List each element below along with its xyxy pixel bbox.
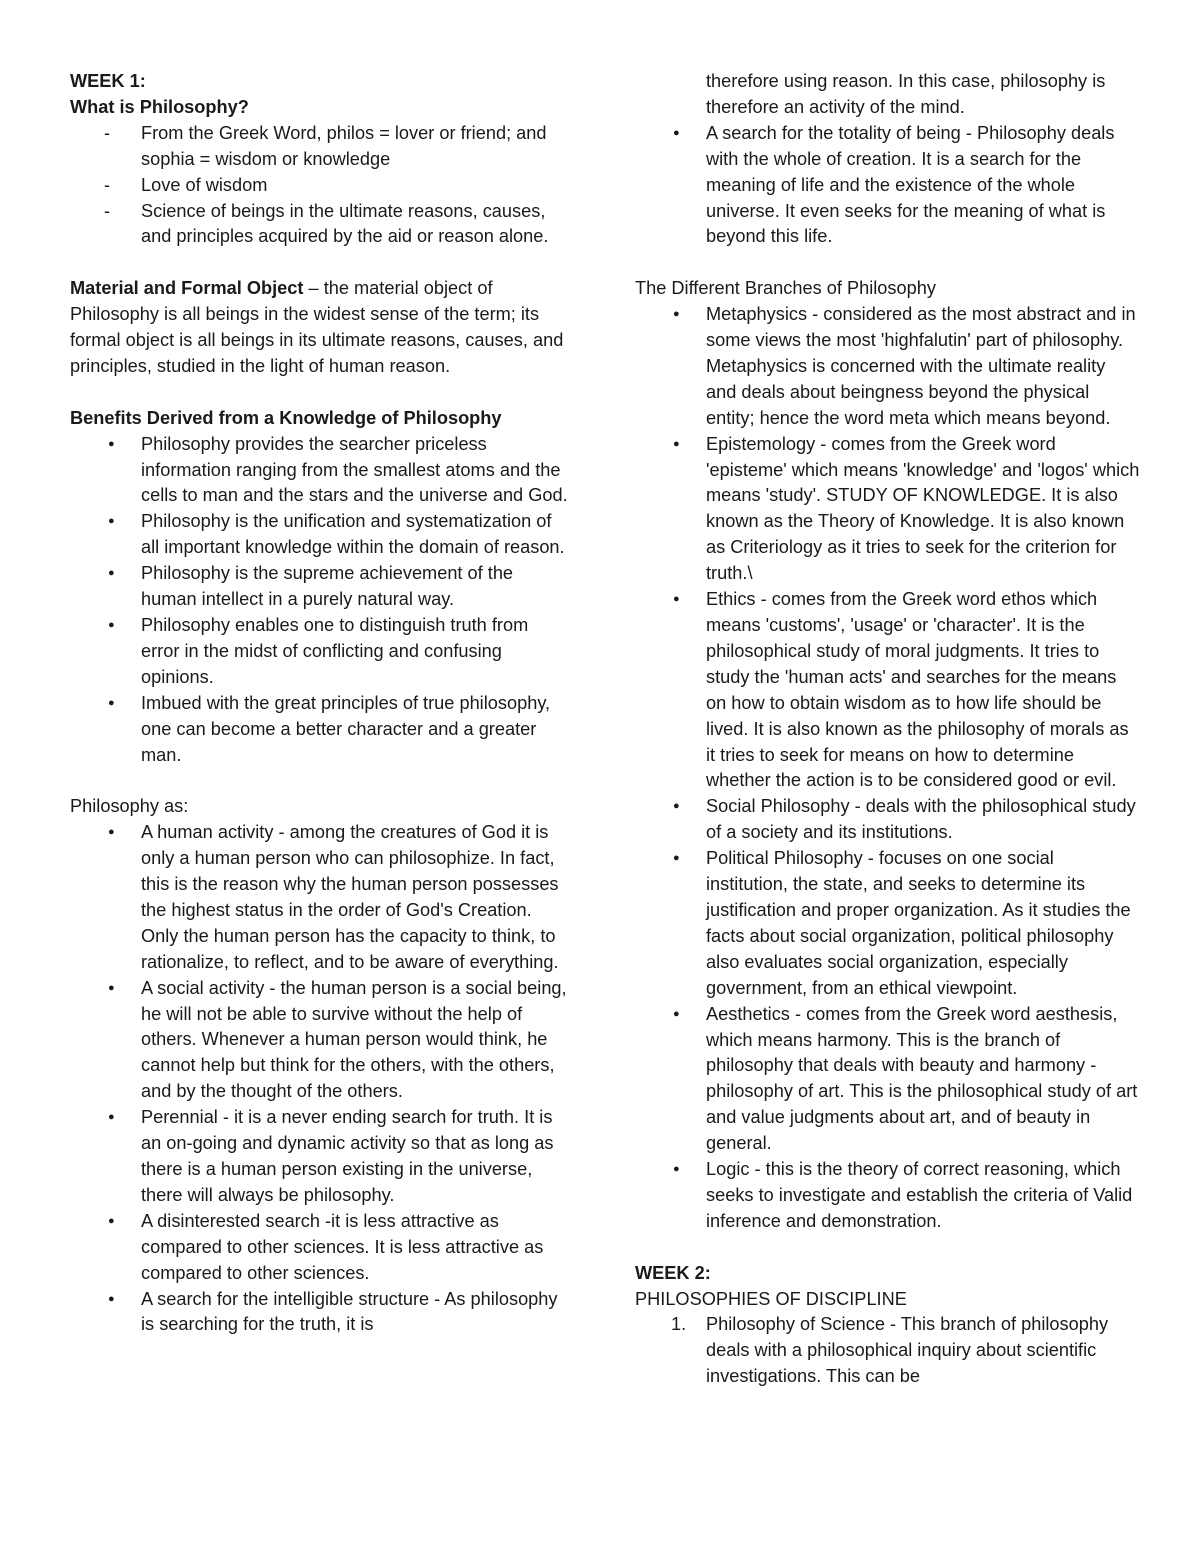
list-item: ● Metaphysics - considered as the most abstract and in some views the most 'highfalutin' part of philosophy. Metaphysics is concerned with the ultimate reality and deals about beingness beyond the physical entity; hence the word meta which means beyond. xyxy=(673,304,1136,428)
bullet-icon: ● xyxy=(108,696,115,709)
philosophy-as-heading: Philosophy as: xyxy=(70,796,189,817)
list-item: ● Philosophy is the supreme achievement of the human intellect in a purely natural way. xyxy=(108,563,514,610)
bullet-icon: ● xyxy=(108,567,115,580)
totality-list xyxy=(635,121,1140,251)
list-item: ● A human activity - among the creatures of God it is only a human person who can philosophize. In fact, this is the reason why the human person possesses the highest status in the order of God's Creation. Only the human person has the capacity to think, to rationalize, to reflect, and to be aware of everything. xyxy=(108,822,559,972)
bullet-icon: ● xyxy=(108,1214,115,1227)
list-number: 1. xyxy=(671,1314,687,1335)
list-item: ● Political Philosophy - focuses on one social institution, the state, and seeks to determine its justification and proper organization. As it studies the facts about social organization, political philosophy also evaluates social organization, especially government, from an ethical viewpoint. xyxy=(673,848,1131,998)
bullet-icon: ● xyxy=(108,826,115,839)
list-item: ● Ethics - comes from the Greek word ethos which means 'customs', 'usage' or 'character'. It is the philosophical study of moral judgments. It tries to study the 'human acts' and searches for the means on how to obtain wisdom as to how life should be lived. It is also known as the philosophy of morals as it tries to seek for means on how to determine whether the action is to be considered good or evil. xyxy=(673,589,1129,791)
bullet-icon: ● xyxy=(673,1163,680,1176)
bullet-icon: ● xyxy=(673,308,680,321)
bullet-icon: ● xyxy=(673,800,680,813)
list-item: ● Aesthetics - comes from the Greek word aesthesis, which means harmony. This is the branch of philosophy that deals with beauty and harmony - philosophy of art. This is the philosophical study of art and value judgments about art, and of beauty in general. xyxy=(673,1003,1138,1154)
bullet-icon: ● xyxy=(673,593,680,606)
disciplines-heading: PHILOSOPHIES OF DISCIPLINE xyxy=(635,1288,907,1309)
week1-heading: WEEK 1: xyxy=(70,71,146,91)
week2-heading: WEEK 2: xyxy=(635,1262,711,1283)
bullet-icon: ● xyxy=(108,437,115,450)
bullet-icon: ● xyxy=(108,1292,115,1305)
philosophy-as-list xyxy=(70,820,570,1338)
bullet-icon: ● xyxy=(108,981,115,994)
dash-marker: - xyxy=(104,200,111,221)
right-column xyxy=(635,69,1140,1390)
benefits-heading: Benefits Derived from a Knowledge of Philosophy xyxy=(70,407,502,428)
branches-heading: The Different Branches of Philosophy xyxy=(635,278,936,299)
list-item: - Science of beings in the ultimate reasons, causes, and principles acquired by the aid or reason alone. xyxy=(104,200,549,247)
bullet-icon: ● xyxy=(673,1007,680,1020)
list-item: ● Imbued with the great principles of true philosophy, one can become a better character and a greater man. xyxy=(108,692,551,765)
list-item: ● Social Philosophy - deals with the philosophical study of a society and its institutions. xyxy=(673,796,1136,843)
disciplines-list xyxy=(635,1312,1140,1390)
list-item: ● Logic - this is the theory of correct reasoning, which seeks to investigate and establish the criteria of Valid inference and demonstration. xyxy=(673,1159,1133,1231)
list-item: - Love of wisdom xyxy=(70,173,570,199)
benefits-list xyxy=(70,432,570,769)
dash-marker: - xyxy=(104,174,111,195)
bullet-icon: ● xyxy=(673,126,680,139)
bullet-icon: ● xyxy=(108,515,115,528)
left-column xyxy=(70,69,570,1338)
material-formal-paragraph: Material and Formal Object – the material object of Philosophy is all beings in the widest sense of the term; its formal object is all beings in its ultimate reasons, causes, and principles, studied in the light of human reason. xyxy=(70,278,564,376)
list-item: ● Philosophy enables one to distinguish truth from error in the midst of conflicting and confusing opinions. xyxy=(108,615,529,687)
list-item: ● Philosophy provides the searcher priceless information ranging from the smallest atoms and the cells to man and the stars and the universe and God. xyxy=(108,433,568,506)
definition-list xyxy=(70,121,570,251)
bullet-icon: ● xyxy=(108,619,115,631)
list-item: ● A search for the intelligible structure - As philosophy is searching for the truth, it is xyxy=(108,1288,558,1335)
branches-list xyxy=(635,302,1140,1235)
what-is-philosophy-heading: What is Philosophy? xyxy=(70,96,249,117)
list-item: ● Epistemology - comes from the Greek word 'episteme' which means 'knowledge' and 'logos' which means 'study'. STUDY OF KNOWLEDGE. It is also known as the Theory of Knowledge. It is also known as Criteriology as it tries to seek for the criterion for truth.\ xyxy=(673,433,1140,584)
bullet-icon: ● xyxy=(673,437,680,450)
list-item: - From the Greek Word, philos = lover or friend; and sophia = wisdom or knowledge xyxy=(104,122,547,169)
bullet-icon: ● xyxy=(108,1111,115,1124)
list-item: ● A social activity - the human person is a social being, he will not be able to survive without the help of others. Whenever a human person would think, he cannot help but think for the others, with the others, and by the thought of the others. xyxy=(108,977,567,1102)
material-formal-term: Material and Formal Object xyxy=(70,278,304,299)
dash-marker: - xyxy=(104,122,111,143)
list-item: ● A search for the totality of being - Philosophy deals with the whole of creation. It is a search for the meaning of life and the existence of the whole universe. It even seeks for the meaning of what is beyond this life. xyxy=(673,122,1115,247)
bullet-icon: ● xyxy=(673,852,680,865)
continued-text: therefore using reason. In this case, philosophy is therefore an activity of the mind. xyxy=(706,71,1106,117)
list-item: ● Philosophy is the unification and systematization of all important knowledge within the domain of reason. xyxy=(108,511,565,558)
list-item: ● A disinterested search -it is less attractive as compared to other sciences. It is less attractive as compared to other sciences. xyxy=(108,1210,544,1283)
list-item: 1. Philosophy of Science - This branch of philosophy deals with a philosophical inquiry about scientific investigations. This can be xyxy=(671,1314,1109,1387)
list-item: ● Perennial - it is a never ending search for truth. It is an on-going and dynamic activity so that as long as there is a human person existing in the universe, there will always be philosophy. xyxy=(108,1107,554,1205)
